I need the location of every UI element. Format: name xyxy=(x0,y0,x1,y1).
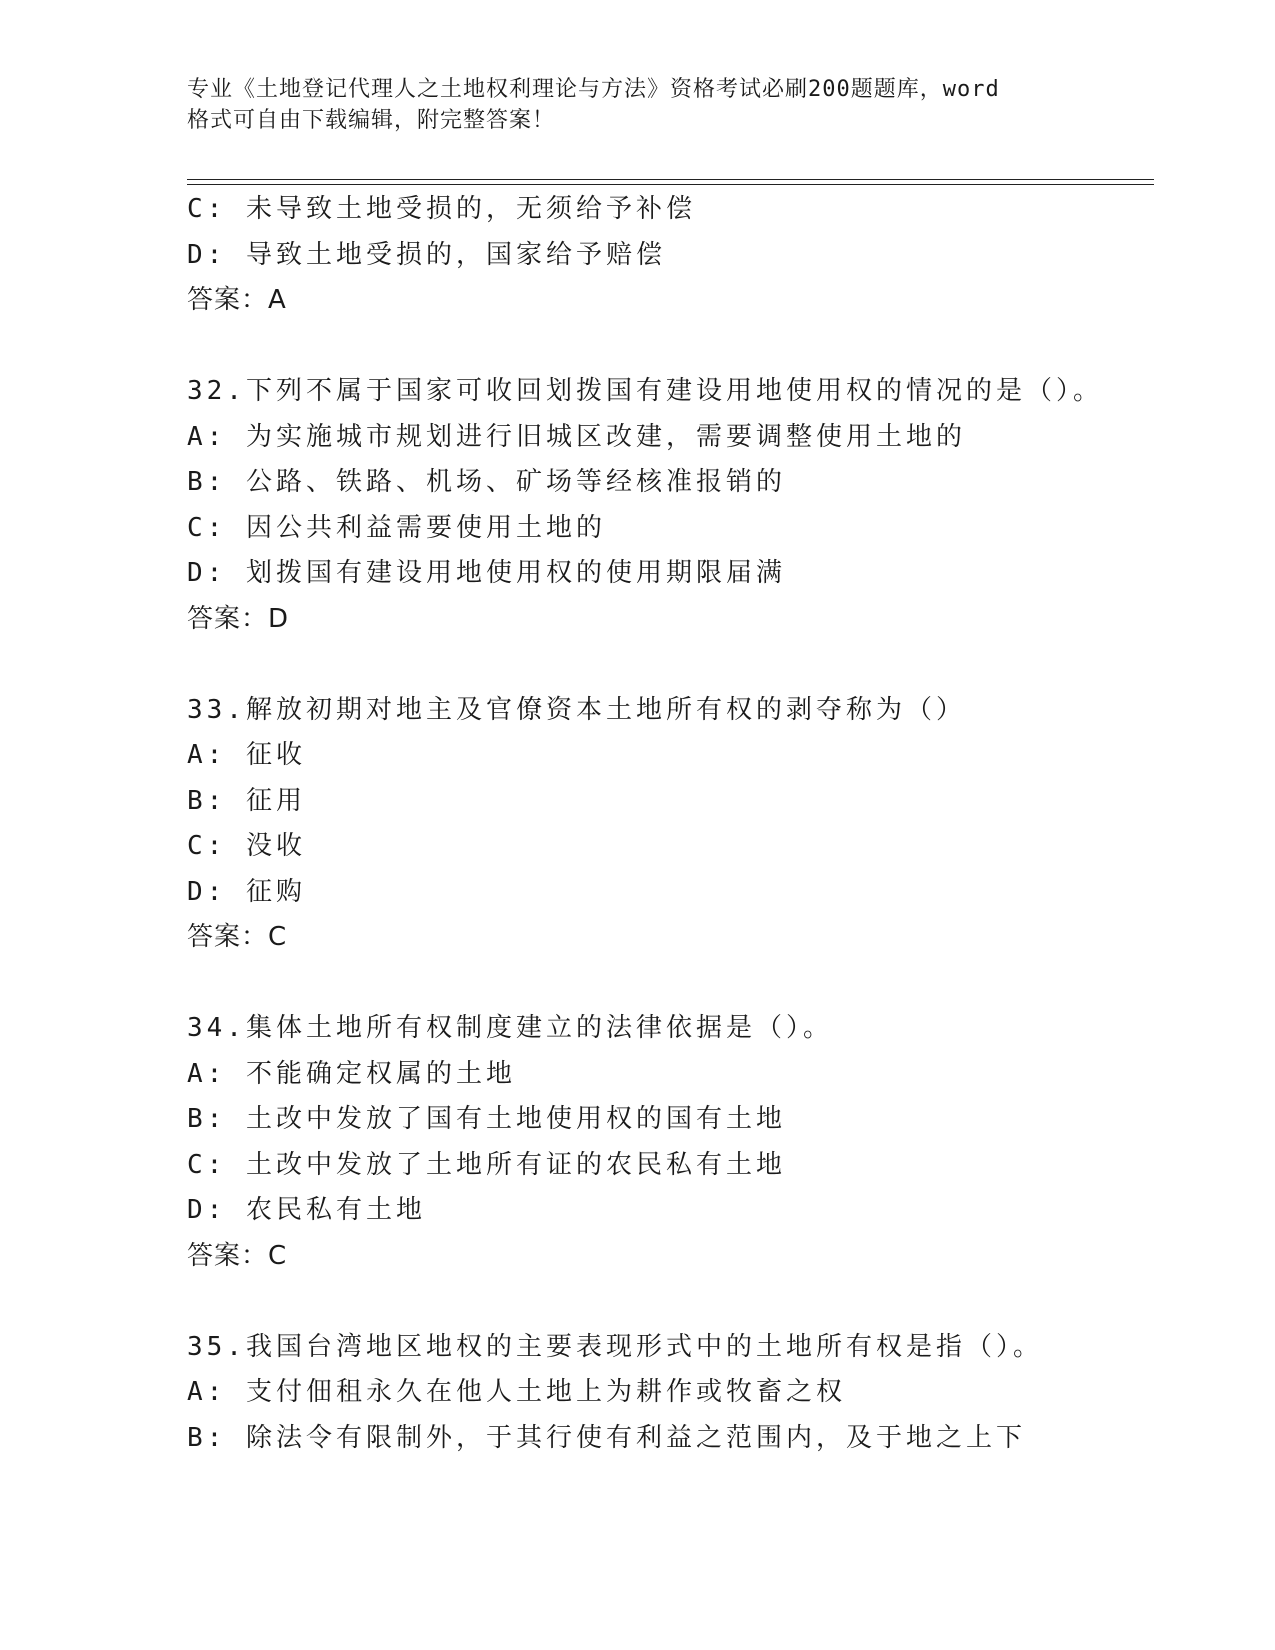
spacer xyxy=(187,324,1167,370)
question-block-32 xyxy=(187,369,1167,642)
question-text: 32.下列不属于国家可收回划拨国有建设用地使用权的情况的是（）。 xyxy=(187,376,1103,406)
option-b: B: 征用 xyxy=(187,785,306,816)
question-text: 34.集体土地所有权制度建立的法律依据是（）。 xyxy=(187,1013,833,1043)
spacer xyxy=(187,642,1167,688)
question-block-34 xyxy=(187,1006,1167,1279)
option-a: A: 支付佃租永久在他人土地上为耕作或牧畜之权 xyxy=(187,1377,846,1407)
question-block-33 xyxy=(187,688,1167,961)
question-list xyxy=(187,187,1167,1461)
header-line-2: 格式可自由下载编辑，附完整答案！ xyxy=(187,108,556,133)
header-line-1: 专业《土地登记代理人之土地权利理论与方法》资格考试必刷200题题库，word xyxy=(187,77,1000,102)
option-d: D: 导致土地受损的，国家给予赔偿 xyxy=(187,239,666,270)
option-c: C: 没收 xyxy=(187,831,306,861)
answer-label: 答案：C xyxy=(187,922,288,952)
option-a: A: 不能确定权属的土地 xyxy=(187,1058,516,1089)
option-b: B: 公路、铁路、机场、矿场等经核准报销的 xyxy=(187,467,786,497)
option-a: A: 征收 xyxy=(187,740,306,770)
spacer xyxy=(187,961,1167,1007)
option-b: B: 除法令有限制外，于其行使有利益之范围内，及于地之上下 xyxy=(187,1422,1026,1453)
option-c: C: 未导致土地受损的，无须给予补偿 xyxy=(187,194,696,224)
option-b: B: 土改中发放了国有土地使用权的国有土地 xyxy=(187,1104,786,1134)
answer-label: 答案：C xyxy=(187,1240,288,1271)
header-rule-bottom xyxy=(187,184,1154,185)
option-d: D: 农民私有土地 xyxy=(187,1195,426,1225)
document-header xyxy=(187,74,1067,136)
question-block-previous xyxy=(187,187,1167,324)
answer-label: 答案：A xyxy=(187,285,287,315)
option-a: A: 为实施城市规划进行旧城区改建，需要调整使用土地的 xyxy=(187,421,966,452)
question-text: 33.解放初期对地主及官僚资本土地所有权的剥夺称为（） xyxy=(187,694,966,725)
question-text: 35.我国台湾地区地权的主要表现形式中的土地所有权是指（）。 xyxy=(187,1331,1043,1362)
question-block-35 xyxy=(187,1325,1167,1462)
answer-label: 答案：D xyxy=(187,603,290,634)
option-c: C: 土改中发放了土地所有证的农民私有土地 xyxy=(187,1149,786,1180)
option-d: D: 征购 xyxy=(187,876,306,907)
spacer xyxy=(187,1279,1167,1325)
option-c: C: 因公共利益需要使用土地的 xyxy=(187,512,606,543)
header-rule-top xyxy=(187,179,1154,180)
option-d: D: 划拨国有建设用地使用权的使用期限届满 xyxy=(187,558,786,588)
